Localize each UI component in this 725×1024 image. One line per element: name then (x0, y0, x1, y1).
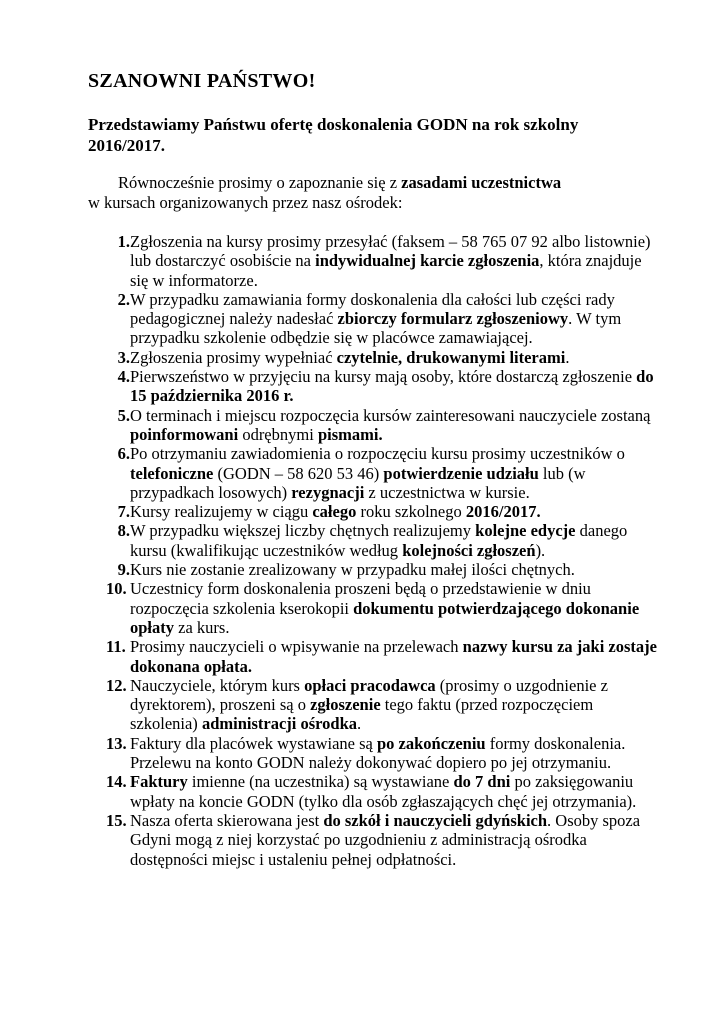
rule-number: 12. (106, 675, 127, 695)
rule-emphasis: po zakończeniu (376, 733, 486, 753)
rule-text-segment: O terminach i miejscu rozpoczęcia kursów zainteresowani nauczyciele zostaną (130, 405, 651, 425)
rule-item (88, 348, 660, 367)
rule-text (130, 502, 660, 521)
rule-text (130, 232, 660, 290)
rule-text-segment: Uczestnicy form doskonalenia proszeni będą o przedstawienie w dniu rozpoczęcia szkolenia kserokopii (130, 579, 591, 618)
rule-text-segment: ). (535, 540, 546, 560)
rule-text-segment: (prosimy o uzgodnienie z dyrektorem), proszeni są o (130, 675, 608, 715)
intro-line-2: w kursach organizowanych przez nasz ośrodek: (88, 193, 403, 212)
rule-number: 2. (117, 289, 130, 309)
rule-item (88, 502, 660, 521)
rule-text-segment: danego kursu (kwalifikując uczestników według (130, 521, 628, 560)
rule-number: 11. (106, 637, 126, 657)
rule-item (88, 406, 660, 445)
rule-text-segment: . Osoby spoza Gdyni mogą z niej korzystać po uzgodnieniu z administracją ośrodka dostępności miejsc i ustaleniu pełnej odpłatności. (130, 810, 641, 869)
rule-text-segment: roku szkolnego (356, 502, 466, 522)
rule-text (130, 811, 660, 869)
rule-text-segment: (GODN – 58 620 53 46) (213, 463, 384, 483)
rule-number: 4. (117, 367, 130, 387)
rule-emphasis: indywidualnej karcie zgłoszenia (315, 251, 540, 271)
rule-text-segment: Zgłoszenia prosimy wypełniać (130, 347, 337, 367)
rule-item (88, 560, 660, 579)
rule-text-segment: Kurs nie zostanie zrealizowany w przypadku małej ilości chętnych. (130, 560, 575, 580)
rule-emphasis: kolejności zgłoszeń (402, 540, 536, 560)
rule-number: 14. (106, 772, 127, 792)
rule-emphasis: 2016/2017. (465, 502, 541, 522)
rule-emphasis: telefoniczne (130, 463, 214, 483)
rule-number: 1. (117, 232, 130, 251)
rule-emphasis: zbiorczy formularz zgłoszeniowy (337, 309, 569, 329)
rule-emphasis: czytelnie, drukowanymi literami (336, 347, 566, 367)
intro-paragraph (88, 173, 648, 213)
rule-text-segment: W przypadku zamawiania formy doskonalenia dla całości lub części rady pedagogicznej należy nadesłać (130, 289, 615, 329)
rule-text (130, 348, 660, 367)
rule-text (130, 772, 660, 811)
rule-item (88, 811, 660, 869)
rule-text-segment: . W tym przypadku szkolenie odbędzie się w placówce zamawiającej. (130, 309, 622, 348)
rule-emphasis: zgłoszenie (310, 695, 381, 715)
rule-emphasis: nazwy kursu za jaki zostaje dokonana opłata. (130, 637, 657, 676)
rule-emphasis: rezygnacji (291, 482, 365, 502)
rule-text-segment: lub (w przypadkach losowych) (130, 463, 586, 502)
rule-text-segment: Kursy realizujemy w ciągu (130, 502, 313, 522)
rule-emphasis: poinformowani (130, 424, 239, 444)
rule-item (88, 676, 660, 734)
rule-text-segment: Po otrzymaniu zawiadomienia o rozpoczęciu kursu prosimy uczestników o (130, 444, 625, 464)
rule-text-segment: odrębnymi (238, 424, 318, 444)
rule-text-segment: Faktury dla placówek wystawiane są (130, 733, 377, 753)
rule-emphasis: kolejne edycje (475, 521, 576, 541)
rule-text (130, 444, 660, 502)
rule-text-segment: W przypadku większej liczby chętnych realizujemy (130, 521, 476, 541)
rule-text (130, 560, 660, 579)
rule-number: 3. (117, 347, 130, 367)
rule-emphasis: administracji ośrodka (201, 714, 358, 734)
rule-emphasis: do 7 dni (453, 772, 511, 792)
rule-text (130, 637, 660, 676)
rule-text-segment: imienne (na uczestnika) są wystawiane (187, 772, 454, 792)
intro-text: Równocześnie prosimy o zapoznanie się z (118, 173, 402, 192)
rule-text-segment: po zaksięgowaniu wpłaty na koncie GODN (tylko dla osób zgłaszających chęć jej otrzymania). (130, 772, 637, 811)
rule-text-segment: za kurs. (174, 617, 230, 637)
rule-text-segment: Nasza oferta skierowana jest (130, 810, 324, 830)
rule-item (88, 734, 660, 773)
offer-statement: Przedstawiamy Państwu ofertę doskonalenia GODN na rok szkolny 2016/2017. (88, 115, 579, 155)
rule-emphasis: do szkół i nauczycieli gdyńskich (323, 810, 548, 830)
rule-text-segment: Pierwszeństwo w przyjęciu na kursy mają osoby, które dostarczą zgłoszenie (130, 367, 637, 387)
rule-item (88, 521, 660, 560)
rule-number: 8. (117, 521, 130, 541)
rule-emphasis: dokumentu potwierdzającego dokonanie opłaty (130, 598, 640, 637)
rule-item (88, 367, 660, 406)
rule-text-segment: . (357, 714, 362, 734)
rules-list (88, 232, 660, 869)
rule-emphasis: całego (312, 502, 357, 522)
rule-text-segment: formy doskonalenia. Przelewu na konto GODN należy dokonywać dopiero po jej otrzymaniu. (130, 733, 626, 773)
rule-text (130, 290, 660, 348)
rule-item (88, 579, 660, 637)
rule-text (130, 406, 660, 445)
rule-emphasis: Faktury (130, 772, 188, 792)
rule-emphasis: do 15 października 2016 r. (130, 367, 654, 406)
rule-number: 9. (117, 560, 130, 580)
rule-text-segment: . (565, 347, 570, 367)
rule-number: 7. (117, 502, 130, 522)
page-title: SZANOWNI PAŃSTWO! (88, 70, 316, 92)
rule-number: 13. (106, 733, 127, 753)
rule-text-segment: Zgłoszenia na kursy prosimy przesyłać (faksem – 58 765 07 92 albo listownie) lub dostarczyć osobiście na (130, 232, 651, 271)
intro-line-1 (88, 173, 648, 193)
rule-emphasis: potwierdzenie udziału (383, 463, 539, 483)
rule-item (88, 637, 660, 676)
rule-text (130, 579, 660, 637)
rule-text (130, 367, 660, 406)
rule-item (88, 444, 660, 502)
rule-number: 5. (117, 405, 130, 425)
rule-text (130, 676, 660, 734)
rule-item (88, 232, 660, 290)
rule-item (88, 290, 660, 348)
rule-text (130, 734, 660, 773)
rule-emphasis: opłaci pracodawca (304, 675, 436, 695)
rule-item (88, 772, 660, 811)
rule-text-segment: z uczestnictwa w kursie. (364, 482, 530, 502)
rule-text (130, 521, 660, 560)
rule-emphasis: pismami. (317, 424, 383, 444)
rule-number: 15. (106, 810, 127, 830)
rule-text-segment: Nauczyciele, którym kurs (130, 675, 305, 695)
rule-number: 6. (117, 444, 130, 464)
rule-number: 10. (106, 579, 127, 599)
rule-text-segment: Prosimy nauczycieli o wpisywanie na przelewach (130, 637, 463, 657)
intro-emphasis: zasadami uczestnictwa (401, 173, 562, 192)
rule-text-segment: tego faktu (przed rozpoczęciem szkolenia) (130, 695, 594, 734)
rule-text-segment: , która znajduje się w informatorze. (130, 251, 642, 290)
